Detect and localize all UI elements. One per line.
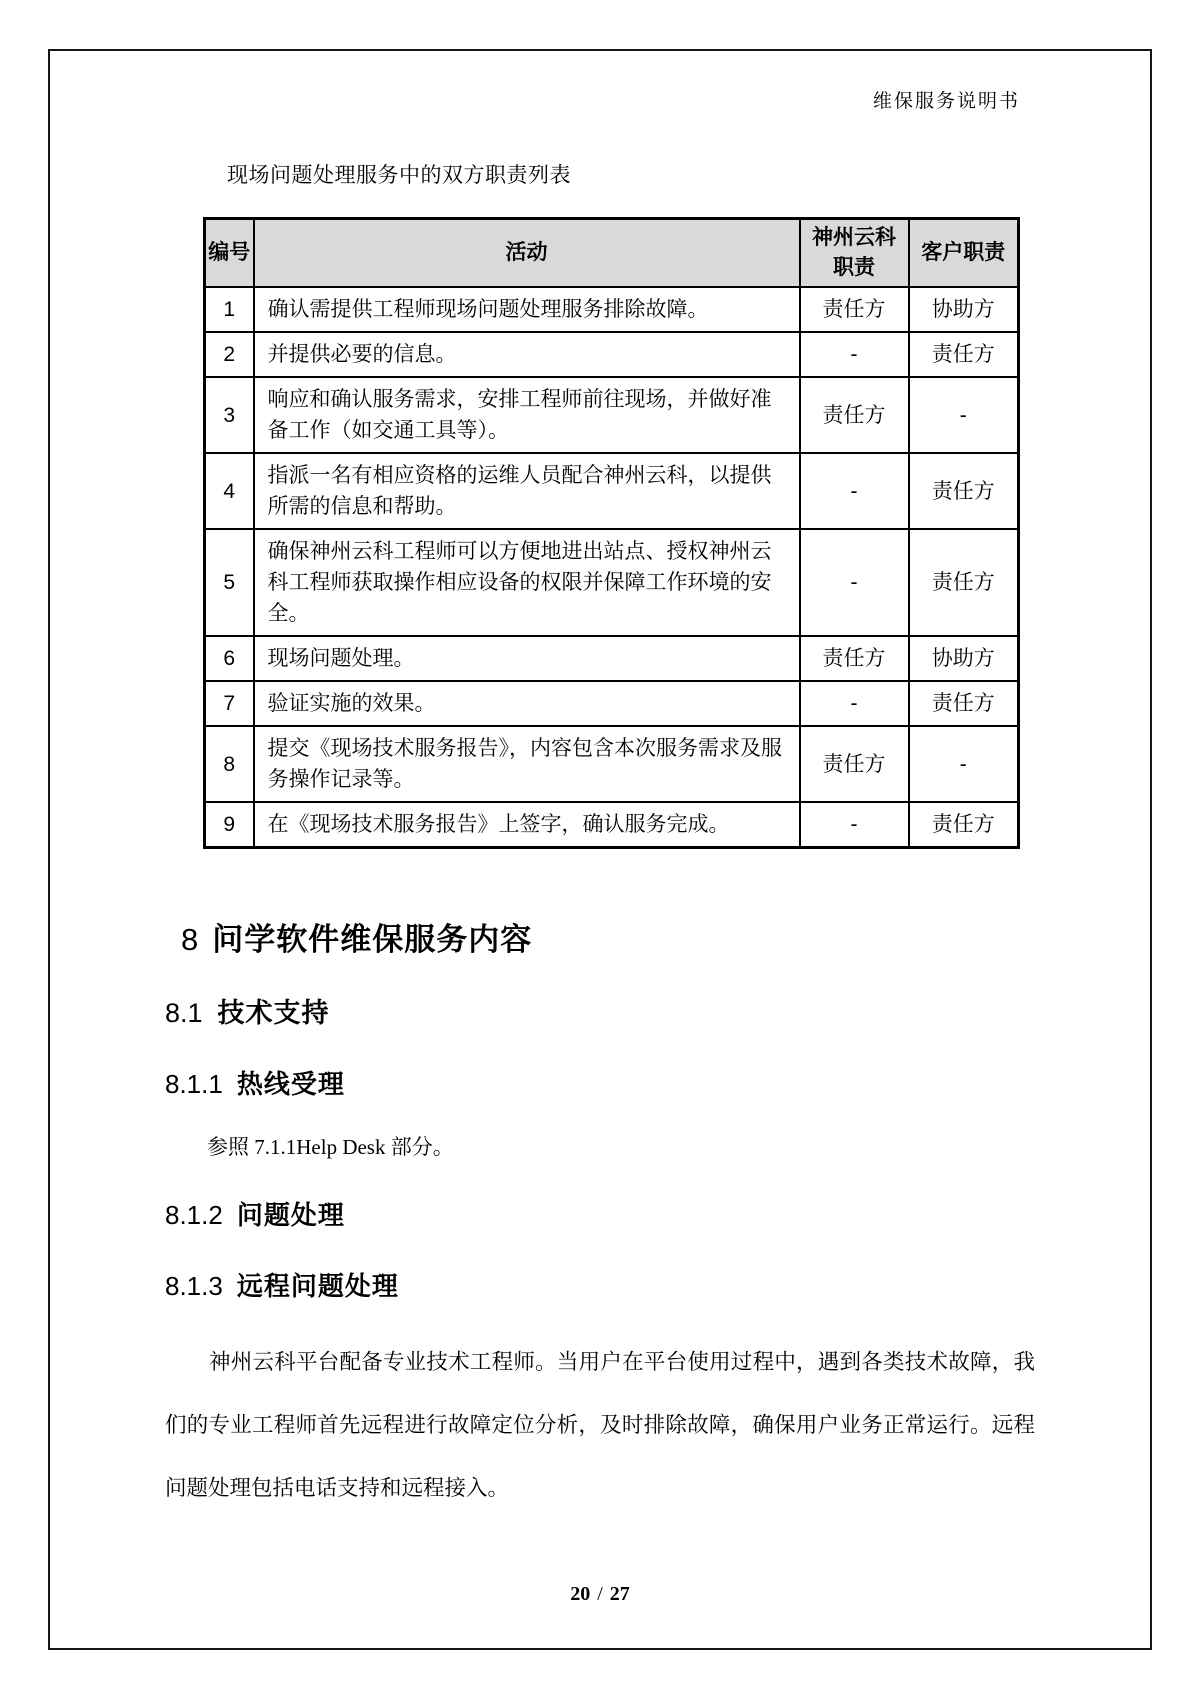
page-footer	[0, 1583, 1200, 1606]
vendor-responsibility-cell: 责任方	[800, 726, 909, 802]
column-header-vendor-responsibility: 神州云科职责	[800, 219, 909, 288]
row-number-cell: 6	[205, 636, 254, 681]
activity-cell: 提交《现场技术服务报告》，内容包含本次服务需求及服务操作记录等。	[254, 726, 800, 802]
table-row	[205, 681, 1019, 726]
activity-cell: 并提供必要的信息。	[254, 332, 800, 377]
section-heading-8-1-1	[165, 1064, 345, 1101]
total-page-number: 27	[609, 1583, 630, 1605]
table-header-row	[205, 219, 1019, 288]
row-number-cell: 5	[205, 529, 254, 636]
column-header-activity: 活动	[254, 219, 800, 288]
body-paragraph: 神州云科平台配备专业技术工程师。当用户在平台使用过程中，遇到各类技术故障，我们的专业工程师首先远程进行故障定位分析，及时排除故障，确保用户业务正常运行。远程问题处理包括电话支持和远程接入。	[165, 1350, 1035, 1500]
vendor-responsibility-cell: -	[800, 529, 909, 636]
section-title: 远程问题处理	[236, 1271, 399, 1301]
section-heading-8	[181, 914, 532, 959]
activity-cell: 验证实施的效果。	[254, 681, 800, 726]
reference-note: 参照 7.1.1Help Desk 部分。	[207, 1135, 454, 1159]
customer-responsibility-cell: 责任方	[909, 453, 1019, 529]
row-number-cell: 4	[205, 453, 254, 529]
page-number-separator: /	[597, 1583, 603, 1605]
responsibility-table	[203, 217, 1020, 849]
section-number: 8.1	[165, 998, 203, 1028]
table-row	[205, 636, 1019, 681]
vendor-responsibility-cell: 责任方	[800, 287, 909, 332]
activity-cell: 在《现场技术服务报告》上签字，确认服务完成。	[254, 802, 800, 848]
table-row	[205, 802, 1019, 848]
section-title: 热线受理	[236, 1069, 345, 1099]
section-heading-8-1-2	[165, 1195, 345, 1232]
activity-cell: 指派一名有相应资格的运维人员配合神州云科，以提供所需的信息和帮助。	[254, 453, 800, 529]
section-heading-8-1-3	[165, 1266, 399, 1303]
section-number: 8.1.1	[165, 1069, 223, 1099]
customer-responsibility-cell: 责任方	[909, 529, 1019, 636]
activity-cell: 现场问题处理。	[254, 636, 800, 681]
table-row	[205, 332, 1019, 377]
customer-responsibility-cell: 责任方	[909, 332, 1019, 377]
table-row	[205, 287, 1019, 332]
section-title: 问学软件维保服务内容	[212, 922, 533, 957]
table-row	[205, 726, 1019, 802]
section-number: 8.1.2	[165, 1200, 223, 1230]
column-header-customer-responsibility: 客户职责	[909, 219, 1019, 288]
section-title: 问题处理	[236, 1200, 345, 1230]
document-header: 维保服务说明书	[872, 91, 1020, 112]
activity-cell: 确认需提供工程师现场问题处理服务排除故障。	[254, 287, 800, 332]
vendor-responsibility-cell: -	[800, 332, 909, 377]
row-number-cell: 8	[205, 726, 254, 802]
vendor-responsibility-cell: 责任方	[800, 636, 909, 681]
activity-cell: 确保神州云科工程师可以方便地进出站点、授权神州云科工程师获取操作相应设备的权限并保障工作环境的安全。	[254, 529, 800, 636]
table-row	[205, 377, 1019, 453]
table-caption: 现场问题处理服务中的双方职责列表	[227, 164, 571, 187]
customer-responsibility-cell: 协助方	[909, 636, 1019, 681]
customer-responsibility-cell: -	[909, 726, 1019, 802]
table-row	[205, 453, 1019, 529]
customer-responsibility-cell: 责任方	[909, 681, 1019, 726]
row-number-cell: 2	[205, 332, 254, 377]
vendor-responsibility-cell: -	[800, 453, 909, 529]
section-number: 8	[181, 922, 199, 957]
current-page-number: 20	[570, 1583, 591, 1605]
vendor-responsibility-cell: -	[800, 681, 909, 726]
vendor-responsibility-cell: -	[800, 802, 909, 848]
customer-responsibility-cell: 协助方	[909, 287, 1019, 332]
customer-responsibility-cell: 责任方	[909, 802, 1019, 848]
row-number-cell: 9	[205, 802, 254, 848]
vendor-responsibility-cell: 责任方	[800, 377, 909, 453]
table-body	[205, 287, 1019, 848]
table-row	[205, 529, 1019, 636]
column-header-number: 编号	[205, 219, 254, 288]
section-number: 8.1.3	[165, 1271, 223, 1301]
customer-responsibility-cell: -	[909, 377, 1019, 453]
section-title: 技术支持	[217, 998, 330, 1028]
row-number-cell: 3	[205, 377, 254, 453]
activity-cell: 响应和确认服务需求，安排工程师前往现场，并做好准备工作（如交通工具等）。	[254, 377, 800, 453]
row-number-cell: 7	[205, 681, 254, 726]
row-number-cell: 1	[205, 287, 254, 332]
section-heading-8-1	[165, 991, 330, 1030]
